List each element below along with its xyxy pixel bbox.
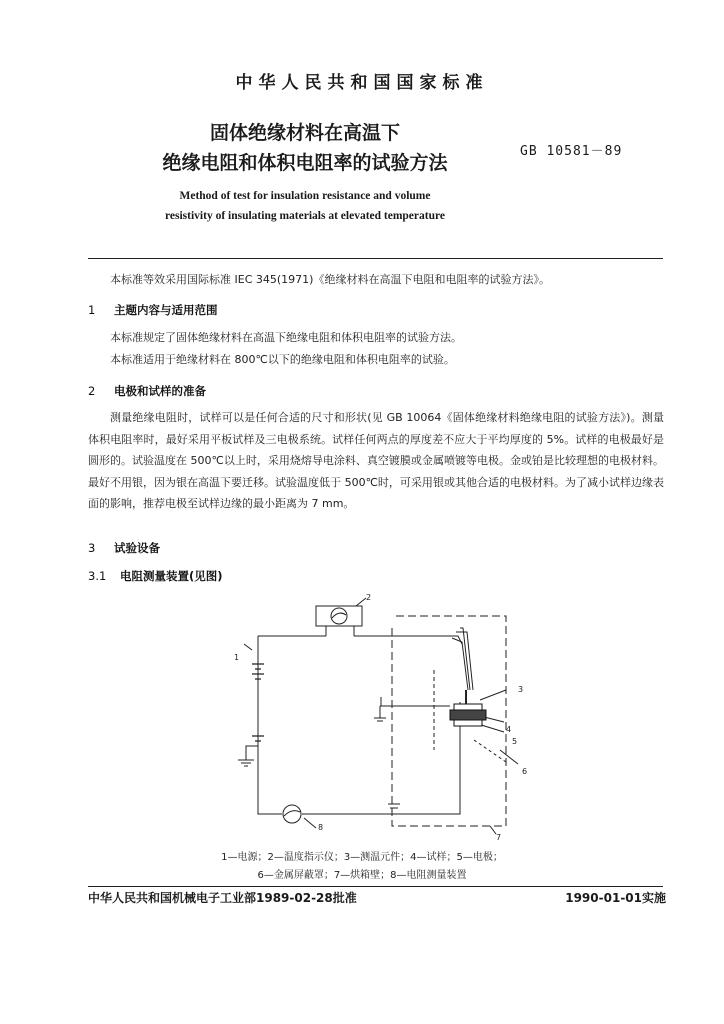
section-2-heading xyxy=(88,383,206,399)
figure-caption-line1: 1—电源；2—温度指示仪；3—测温元件；4—试样；5—电极； xyxy=(221,852,503,863)
figure-label-1: 1 xyxy=(234,653,240,662)
figure-label-7: 7 xyxy=(496,833,502,842)
circuit-wire-left xyxy=(258,636,282,814)
intro-paragraph: 本标准等效采用国际标准 IEC 345(1971)《绝缘材料在高温下电阻和电阻率的试验方法》。 xyxy=(110,273,550,286)
subsection-3-1-heading xyxy=(88,568,223,584)
english-title-line2: resistivity of insulating materials at elevated temperature xyxy=(165,210,445,222)
test-specimen xyxy=(450,710,486,720)
figure-caption-line2: 6—金属屏蔽罩；7—烘箱壁；8—电阻测量装置 xyxy=(257,870,467,881)
document-title-line1: 固体绝缘材料在高温下 xyxy=(209,122,400,144)
english-title-line1: Method of test for insulation resistance and volume xyxy=(179,190,431,202)
approval-line: 中华人民共和国机械电子工业部1989-02-28批准 xyxy=(88,891,357,905)
figure-label-3: 3 xyxy=(518,685,524,694)
subsection-number: 3.1 xyxy=(88,569,107,583)
section-2-paragraph: 测量绝缘电阻时，试样可以是任何合适的尺寸和形状(见 GB 10064《固体绝缘材料绝缘电阻的试验方法》)。测量体积电阻率时，最好采用平板试样及三电极系统。试样任何两点的厚度差不应大于平均厚度的 5%。试样的电极最好是圆形的。试验温度在 500℃以上时，采用烧熔导电涂料、真空镀膜或金属喷镀等电极。金或铂是比较理想的电极材料。最好不用银，因为银在高温下要迁移。试验温度低于 500℃时，可采用银或其他合适的电极材料。为了减小试样边缘表面的影响，推荐电极至试样边缘的最小距离为 7 mm。 xyxy=(88,411,664,510)
footer-divider xyxy=(88,886,663,887)
ground-icon-left xyxy=(238,760,254,766)
section-3-heading xyxy=(88,540,160,556)
document-title-line2: 绝缘电阻和体积电阻率的试验方法 xyxy=(162,152,448,174)
section-number: 2 xyxy=(88,384,96,398)
temperature-indicator-box xyxy=(316,606,362,626)
section-title: 主题内容与适用范围 xyxy=(114,303,218,317)
resistance-measurement-circuit-diagram xyxy=(220,590,540,842)
section-1-paragraph-1: 本标准规定了固体绝缘材料在高温下绝缘电阻和体积电阻率的试验方法。 xyxy=(110,331,462,344)
circuit-wire-bottom xyxy=(302,702,460,814)
figure-label-2: 2 xyxy=(366,593,372,602)
lower-electrode xyxy=(454,720,482,726)
figure-label-5: 5 xyxy=(512,737,518,746)
subsection-title: 电阻测量装置(见图) xyxy=(120,569,223,583)
upper-electrode xyxy=(454,704,482,710)
ground-icon-center xyxy=(374,718,386,721)
figure-label-6: 6 xyxy=(522,767,528,776)
figure-label-8: 8 xyxy=(318,823,324,832)
section-number: 1 xyxy=(88,303,96,317)
section-1-heading xyxy=(88,302,218,318)
figure-label-4: 4 xyxy=(506,725,512,734)
section-1-paragraph-2: 本标准适用于绝缘材料在 800℃以下的绝缘电阻和体积电阻率的试验。 xyxy=(110,353,455,366)
metal-shield-outline xyxy=(392,616,506,826)
section-title: 试验设备 xyxy=(114,541,160,555)
standard-number: GB 10581－89 xyxy=(520,144,623,159)
national-standard-header: 中华人民共和国国家标准 xyxy=(235,73,489,93)
effective-date: 1990-01-01实施 xyxy=(565,891,666,905)
header-divider xyxy=(88,258,663,259)
section-number: 3 xyxy=(88,541,96,555)
section-title: 电极和试样的准备 xyxy=(114,384,206,398)
